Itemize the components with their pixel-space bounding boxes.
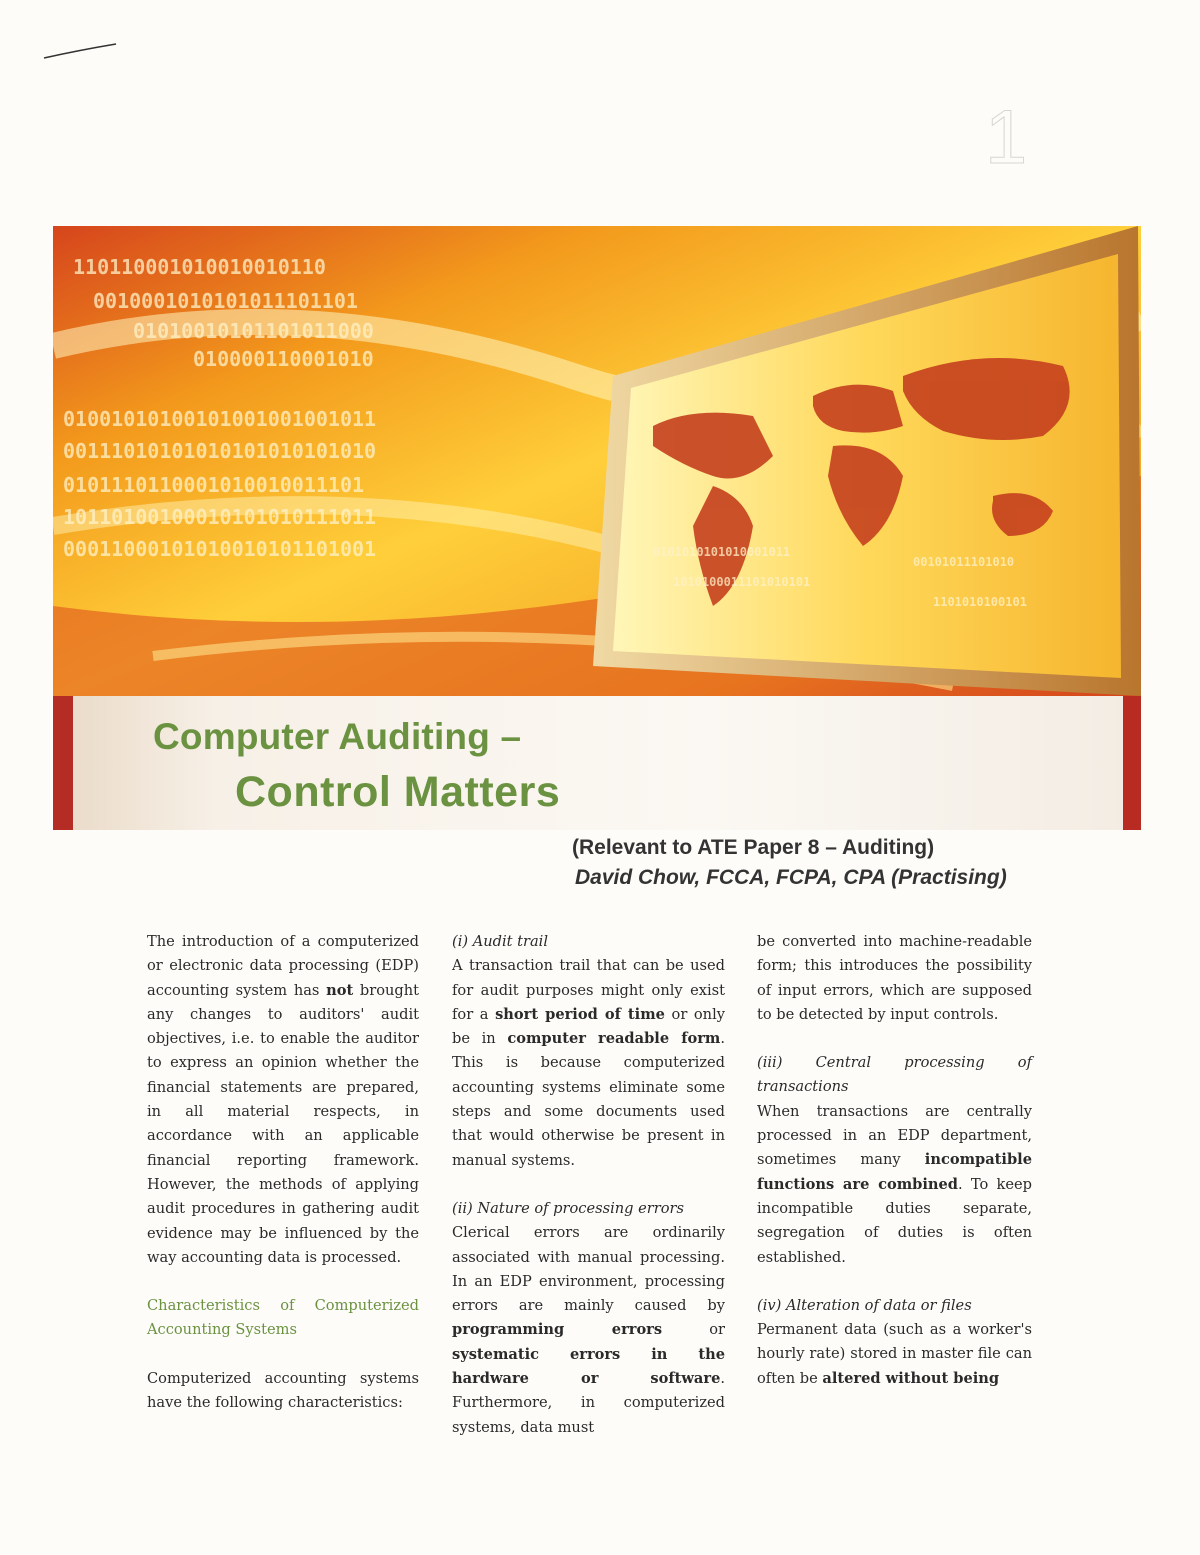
banner-image bbox=[53, 226, 1141, 830]
intro-paragraph bbox=[147, 930, 419, 1270]
paragraph-text: . This is because computerized accounting systems eliminate some steps and some documents used that would otherwise be present in manual systems. bbox=[452, 1030, 725, 1169]
binary-row: 10110100100010101010111011 bbox=[63, 505, 377, 529]
relevance-note: (Relevant to ATE Paper 8 – Auditing) bbox=[572, 836, 935, 859]
body-column-3 bbox=[757, 930, 1032, 1391]
title-band-accent-right bbox=[1123, 696, 1141, 830]
characteristics-intro: Computerized accounting systems have the following characteristics: bbox=[147, 1369, 419, 1412]
continued-paragraph: be converted into machine-readable form; this introduces the possibility of input errors, which are supposed to be detected by input controls. bbox=[757, 933, 1032, 1023]
subheading-processing-errors: (ii) Nature of processing errors bbox=[452, 1199, 684, 1217]
svg-text:1010100011101010101: 1010100011101010101 bbox=[673, 575, 811, 589]
paragraph-bold: short period of time bbox=[495, 1005, 665, 1023]
binary-row: 110110001010010010110 bbox=[73, 255, 326, 279]
section-heading: Characteristics of Computerized Accounting Systems bbox=[147, 1297, 419, 1339]
binary-row: 01010010101101011000 bbox=[133, 319, 374, 343]
paragraph-text: When transactions are centrally processed in an EDP department, sometimes many bbox=[757, 1102, 1032, 1169]
title-band-accent-left bbox=[53, 696, 73, 830]
binary-row: 010000110001010 bbox=[193, 347, 374, 371]
paragraph-text: or only be in bbox=[452, 1005, 725, 1048]
article-title-line2: Control Matters bbox=[235, 768, 561, 816]
svg-text:0101010101010001011: 0101010101010001011 bbox=[653, 545, 791, 559]
binary-row: 00011000101010010101101001 bbox=[63, 537, 377, 561]
binary-row: 0101110110001010010011101 bbox=[63, 473, 365, 497]
svg-text:00101011101010: 00101011101010 bbox=[913, 555, 1015, 569]
page-number: 1 bbox=[985, 95, 1028, 180]
alteration-paragraph bbox=[757, 1318, 1032, 1391]
intro-text: brought any changes to auditors' audit objectives, i.e. to enable the auditor to express an opinion whether the financial statements are prepared, in all material respects, in accordance with an applicable financial reporting framework. However, the methods of applying audit procedures in gathering audit evidence may be influenced by the way accounting data is processed. bbox=[147, 981, 419, 1266]
author-byline: David Chow, FCCA, FCPA, CPA (Practising) bbox=[575, 866, 1007, 889]
paragraph-bold: incompatible functions are combined bbox=[757, 1151, 1032, 1193]
paragraph-text: . Furthermore, in computerized systems, data must bbox=[452, 1370, 725, 1436]
subheading-central-processing: (iii) Central processing of transactions bbox=[757, 1054, 1032, 1096]
svg-text:1101010100101: 1101010100101 bbox=[933, 595, 1027, 609]
central-processing-paragraph bbox=[757, 1100, 1032, 1270]
paragraph-bold: systematic errors in the hardware or software bbox=[452, 1345, 725, 1388]
paragraph-bold: altered without being bbox=[822, 1369, 1000, 1387]
pen-stroke-mark bbox=[40, 38, 120, 68]
paragraph-text: A transaction trail that can be used for audit purposes might only exist for a bbox=[452, 957, 725, 1023]
subheading-audit-trail: (i) Audit trail bbox=[452, 933, 549, 950]
subheading-alteration: (iv) Alteration of data or files bbox=[757, 1296, 972, 1314]
binary-row: 0010001010101011101101 bbox=[93, 289, 358, 313]
article-title-line1: Computer Auditing – bbox=[153, 716, 522, 757]
intro-text: The introduction of a computerized or electronic data processing (EDP) accounting system has bbox=[147, 933, 419, 999]
audit-trail-paragraph bbox=[452, 954, 725, 1173]
paragraph-text: or bbox=[662, 1321, 725, 1339]
paragraph-text: Permanent data (such as a worker's hourly rate) stored in master file can often be bbox=[757, 1321, 1032, 1387]
paragraph-text: . To keep incompatible duties separate, segregation of duties is often established. bbox=[757, 1175, 1032, 1266]
binary-row: 00111010101010101010101010 bbox=[63, 439, 377, 463]
processing-errors-paragraph bbox=[452, 1221, 725, 1440]
intro-bold: not bbox=[326, 981, 354, 999]
paragraph-text: Clerical errors are ordinarily associated with manual processing. In an EDP environment, processing errors are mainly caused by bbox=[452, 1224, 725, 1315]
body-column-1 bbox=[147, 930, 419, 1415]
binary-row: 01001010100101001001001011 bbox=[63, 407, 377, 431]
body-column-2 bbox=[452, 930, 725, 1440]
paragraph-bold: programming errors bbox=[452, 1321, 663, 1339]
paragraph-bold: computer readable form bbox=[507, 1030, 721, 1048]
